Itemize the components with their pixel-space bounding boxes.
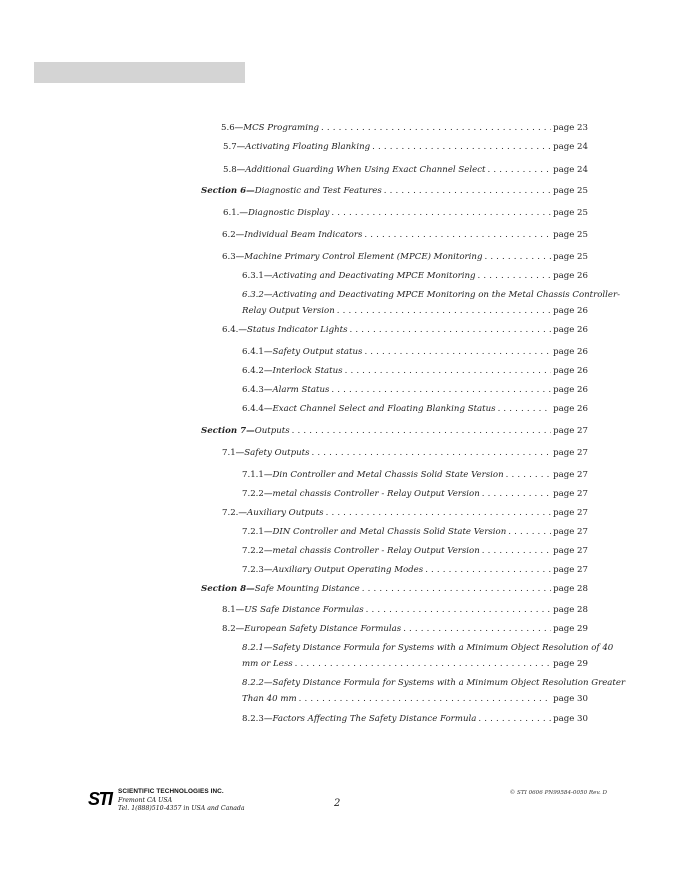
toc-entry-page: page 26 bbox=[553, 347, 588, 357]
toc-entry-separator: — bbox=[234, 123, 244, 133]
toc-entry-separator: — bbox=[235, 624, 245, 634]
toc-entry-separator: — bbox=[235, 230, 245, 240]
toc-entry-page: page 29 bbox=[553, 624, 588, 634]
toc-entry-title: metal chassis Controller - Relay Output Version bbox=[272, 489, 480, 499]
toc-entry-title: Safety Distance Formula for Systems with a Minimum Object Resolution of 40 bbox=[272, 643, 614, 653]
toc-entry-separator: — bbox=[263, 347, 273, 357]
toc-entry-first-line bbox=[242, 289, 621, 302]
toc-entry-title: Interlock Status bbox=[272, 366, 343, 376]
toc-entry-page: page 30 bbox=[553, 714, 588, 724]
toc-entry-title: metal chassis Controller - Relay Output Version bbox=[272, 546, 480, 556]
toc-entry[interactable] bbox=[242, 403, 588, 416]
toc-dot-leader bbox=[326, 507, 552, 520]
toc-entry-page: page 26 bbox=[553, 404, 588, 414]
toc-entry-line bbox=[222, 447, 588, 460]
toc-entry-page: page 27 bbox=[553, 565, 588, 575]
toc-entry-separator: — bbox=[238, 325, 247, 335]
toc-dot-leader bbox=[384, 185, 551, 198]
toc-entry[interactable] bbox=[242, 526, 588, 539]
toc-entry-title: Individual Beam Indicators bbox=[244, 230, 363, 240]
toc-entry[interactable] bbox=[242, 346, 588, 359]
toc-dot-leader bbox=[498, 403, 552, 416]
toc-entry-line bbox=[242, 526, 588, 539]
toc-dot-leader bbox=[487, 164, 551, 177]
toc-entry-line bbox=[242, 365, 588, 378]
toc-entry-title: Safe Mounting Distance bbox=[254, 584, 360, 594]
toc-entry[interactable] bbox=[242, 642, 614, 671]
toc-entry-line bbox=[223, 141, 588, 154]
toc-entry-page: page 27 bbox=[553, 546, 588, 556]
toc-entry[interactable] bbox=[223, 164, 588, 177]
toc-entry-line bbox=[201, 425, 588, 438]
page-footer bbox=[0, 780, 680, 840]
toc-dot-leader bbox=[403, 623, 551, 636]
toc-entry-number: 5.7 bbox=[223, 142, 237, 152]
toc-entry-line bbox=[201, 185, 588, 198]
toc-entry-number: 6.2 bbox=[222, 230, 236, 240]
toc-entry-number: 8.2.3 bbox=[242, 714, 264, 724]
toc-entry[interactable] bbox=[242, 365, 588, 378]
toc-entry[interactable] bbox=[242, 469, 588, 482]
toc-entry[interactable] bbox=[242, 713, 588, 726]
toc-entry-separator: — bbox=[263, 366, 273, 376]
toc-entry-separator: — bbox=[235, 252, 245, 262]
toc-entry-number: 6.3 bbox=[222, 252, 236, 262]
toc-entry-page: page 26 bbox=[553, 366, 588, 376]
toc-entry-number: Section 7 bbox=[201, 426, 247, 436]
toc-dot-leader bbox=[321, 122, 551, 135]
toc-entry-title: Auxiliary Outputs bbox=[247, 508, 324, 518]
toc-dot-leader bbox=[482, 488, 551, 501]
toc-entry-separator: — bbox=[239, 208, 248, 218]
company-phone: Tel. 1(888)510-4357 in USA and Canada bbox=[118, 805, 245, 812]
toc-entry-page: page 28 bbox=[553, 605, 588, 615]
toc-entry-separator: — bbox=[263, 714, 273, 724]
toc-entry-number: 8.2 bbox=[222, 624, 236, 634]
toc-entry-line bbox=[222, 324, 588, 337]
toc-entry-title: Auxiliary Output Operating Modes bbox=[272, 565, 424, 575]
toc-entry-number: 7.1.1 bbox=[242, 470, 264, 480]
toc-entry-page: page 24 bbox=[553, 142, 588, 152]
toc-entry-line bbox=[242, 384, 588, 397]
toc-entry-title: Factors Affecting The Safety Distance Formula bbox=[272, 714, 477, 724]
toc-entry-separator: — bbox=[235, 448, 245, 458]
toc-dot-leader bbox=[366, 604, 551, 617]
toc-entry-separator: — bbox=[263, 489, 273, 499]
toc-entry-separator: — bbox=[263, 643, 273, 653]
toc-entry-title: mm or Less bbox=[242, 659, 293, 669]
toc-entry-title: Din Controller and Metal Chassis Solid State Version bbox=[272, 470, 504, 480]
company-name: SCIENTIFIC TECHNOLOGIES INC. bbox=[118, 788, 224, 795]
toc-dot-leader bbox=[331, 207, 551, 220]
toc-entry-separator: — bbox=[263, 546, 273, 556]
toc-dot-leader bbox=[331, 384, 551, 397]
toc-entry-number: 5.6 bbox=[221, 123, 235, 133]
toc-entry[interactable] bbox=[221, 122, 588, 135]
toc-entry-separator: — bbox=[246, 186, 255, 196]
toc-entry-line bbox=[201, 583, 588, 596]
toc-dot-leader bbox=[299, 693, 551, 706]
toc-entry-number: Section 6 bbox=[201, 186, 247, 196]
toc-entry-title: Outputs bbox=[254, 426, 290, 436]
toc-entry-page: page 27 bbox=[553, 448, 588, 458]
toc-entry-page: page 27 bbox=[553, 527, 588, 537]
toc-entry-separator: — bbox=[263, 290, 273, 300]
toc-entry-page: page 28 bbox=[553, 584, 588, 594]
toc-entry-page: page 27 bbox=[553, 489, 588, 499]
toc-entry-title: MCS Programing bbox=[243, 123, 319, 133]
toc-entry-line bbox=[221, 122, 588, 135]
toc-entry-number: 5.8 bbox=[223, 165, 237, 175]
toc-entry-page: page 23 bbox=[553, 123, 588, 133]
toc-entry-page: page 25 bbox=[553, 252, 588, 262]
toc-entry-title: Exact Channel Select and Floating Blanking Status bbox=[272, 404, 496, 414]
toc-entry-title: Status Indicator Lights bbox=[247, 325, 348, 335]
toc-entry-page: page 25 bbox=[553, 208, 588, 218]
toc-entry-title: Relay Output Version bbox=[242, 306, 335, 316]
toc-entry-title: Additional Guarding When Using Exact Channel Select bbox=[245, 165, 486, 175]
toc-entry-separator: — bbox=[236, 165, 246, 175]
toc-entry-page: page 24 bbox=[553, 165, 588, 175]
toc-dot-leader bbox=[506, 469, 552, 482]
toc-dot-leader bbox=[425, 564, 551, 577]
page-number: 2 bbox=[334, 798, 341, 809]
toc-entry[interactable] bbox=[223, 141, 588, 154]
toc-entry-line bbox=[242, 346, 588, 359]
toc-entry-title: Diagnostic Display bbox=[248, 208, 330, 218]
toc-entry-line bbox=[242, 693, 588, 706]
toc-entry-line bbox=[223, 207, 588, 220]
toc-entry-number: 7.1 bbox=[222, 448, 236, 458]
toc-dot-leader bbox=[364, 346, 551, 359]
toc-entry[interactable] bbox=[222, 229, 588, 242]
toc-entry-title: European Safety Distance Formulas bbox=[244, 624, 402, 634]
toc-dot-leader bbox=[478, 270, 552, 283]
toc-entry-page: page 25 bbox=[553, 186, 588, 196]
toc-entry-title: Activating and Deactivating MPCE Monitoring on the Metal Chassis Controller- bbox=[272, 290, 621, 300]
toc-entry-title: Activating Floating Blanking bbox=[245, 142, 371, 152]
toc-entry[interactable] bbox=[242, 289, 621, 318]
toc-dot-leader bbox=[484, 251, 551, 264]
toc-entry-line bbox=[242, 488, 588, 501]
toc-entry-line bbox=[242, 305, 588, 318]
company-info bbox=[118, 788, 245, 814]
toc-entry-separator: — bbox=[238, 508, 247, 518]
toc-entry[interactable] bbox=[242, 564, 588, 577]
company-location: Fremont CA USA bbox=[118, 796, 173, 804]
toc-entry-separator: — bbox=[263, 565, 273, 575]
toc-entry-title: Alarm Status bbox=[272, 385, 330, 395]
toc-dot-leader bbox=[482, 545, 551, 558]
toc-entry[interactable] bbox=[222, 623, 588, 636]
toc-entry[interactable] bbox=[201, 185, 588, 198]
toc-entry-line bbox=[223, 164, 588, 177]
toc-entry-line bbox=[242, 270, 588, 283]
toc-entry-line bbox=[242, 564, 588, 577]
toc-entry[interactable] bbox=[242, 384, 588, 397]
toc-entry-line bbox=[242, 403, 588, 416]
toc-entry-title: Safety Outputs bbox=[244, 448, 310, 458]
toc-entry-number: 7.2. bbox=[222, 508, 239, 518]
toc-entry[interactable] bbox=[242, 270, 588, 283]
toc-entry-separator: — bbox=[263, 527, 273, 537]
toc-entry-number: 7.2.2 bbox=[242, 489, 264, 499]
toc-entry-title: Activating and Deactivating MPCE Monitoring bbox=[272, 271, 476, 281]
toc-entry-number: Section 8 bbox=[201, 584, 247, 594]
toc-entry[interactable] bbox=[222, 604, 588, 617]
toc-entry[interactable] bbox=[242, 488, 588, 501]
toc-entry-line bbox=[222, 251, 588, 264]
toc-entry-title: Safety Output status bbox=[272, 347, 363, 357]
toc-entry-separator: — bbox=[246, 426, 255, 436]
toc-dot-leader bbox=[337, 305, 551, 318]
toc-entry-page: page 27 bbox=[553, 470, 588, 480]
toc-dot-leader bbox=[292, 425, 551, 438]
toc-entry-line bbox=[242, 469, 588, 482]
toc-entry[interactable] bbox=[222, 507, 588, 520]
toc-dot-leader bbox=[364, 229, 551, 242]
toc-entry-page: page 26 bbox=[553, 306, 588, 316]
toc-entry-first-line bbox=[242, 642, 614, 655]
toc-entry-page: page 27 bbox=[553, 426, 588, 436]
toc-entry-number: 6.4.3 bbox=[242, 385, 264, 395]
toc-dot-leader bbox=[362, 583, 551, 596]
toc-dot-leader bbox=[508, 526, 551, 539]
toc-dot-leader bbox=[345, 365, 552, 378]
toc-entry[interactable] bbox=[222, 324, 588, 337]
toc-entry-line bbox=[222, 604, 588, 617]
toc-entry-line bbox=[242, 658, 588, 671]
toc-entry-separator: — bbox=[263, 271, 273, 281]
toc-entry-page: page 27 bbox=[553, 508, 588, 518]
toc-entry-page: page 29 bbox=[553, 659, 588, 669]
toc-entry-number: 6.3.2 bbox=[242, 290, 264, 300]
toc-entry-separator: — bbox=[236, 142, 246, 152]
toc-entry[interactable] bbox=[242, 545, 588, 558]
toc-entry-number: 8.2.2 bbox=[242, 678, 264, 688]
toc-entry-number: 6.4.1 bbox=[242, 347, 264, 357]
toc-entry[interactable] bbox=[201, 425, 588, 438]
toc-entry-page: page 26 bbox=[553, 385, 588, 395]
toc-entry-title: Machine Primary Control Element (MPCE) Monitoring bbox=[244, 252, 483, 262]
document-reference: © STI 0606 PN99584-0050 Rev. D bbox=[509, 790, 607, 796]
toc-entry-page: page 26 bbox=[553, 271, 588, 281]
toc-entry-number: 7.2.2 bbox=[242, 546, 264, 556]
toc-entry-separator: — bbox=[263, 678, 273, 688]
sti-logo bbox=[88, 788, 116, 808]
toc-dot-leader bbox=[295, 658, 551, 671]
toc-entry-title: US Safe Distance Formulas bbox=[244, 605, 364, 615]
toc-entry-separator: — bbox=[263, 470, 273, 480]
toc-entry-number: 6.1. bbox=[223, 208, 240, 218]
toc-entry-line bbox=[222, 507, 588, 520]
toc-entry-separator: — bbox=[263, 385, 273, 395]
toc-entry-line bbox=[242, 713, 588, 726]
toc-entry-number: 6.4.4 bbox=[242, 404, 264, 414]
toc-entry-line bbox=[222, 623, 588, 636]
toc-entry-title: DIN Controller and Metal Chassis Solid State Version bbox=[272, 527, 507, 537]
toc-entry-number: 6.3.1 bbox=[242, 271, 264, 281]
toc-entry-first-line bbox=[242, 677, 626, 690]
toc-entry[interactable] bbox=[242, 677, 626, 706]
toc-entry-title: Diagnostic and Test Features bbox=[254, 186, 382, 196]
toc-entry-number: 7.2.1 bbox=[242, 527, 264, 537]
toc-entry-separator: — bbox=[263, 404, 273, 414]
toc-entry[interactable] bbox=[223, 207, 588, 220]
toc-entry[interactable] bbox=[201, 583, 588, 596]
toc-entry-number: 6.4.2 bbox=[242, 366, 264, 376]
toc-entry-number: 8.1 bbox=[222, 605, 236, 615]
toc-entry[interactable] bbox=[222, 447, 588, 460]
toc-entry-separator: — bbox=[235, 605, 245, 615]
toc-dot-leader bbox=[478, 713, 551, 726]
toc-entry-title: Safety Distance Formula for Systems with a Minimum Object Resolution Greater bbox=[272, 678, 626, 688]
toc-entry-page: page 30 bbox=[553, 694, 588, 704]
toc-entry-line bbox=[242, 545, 588, 558]
toc-entry-number: 6.4. bbox=[222, 325, 239, 335]
toc-dot-leader bbox=[312, 447, 552, 460]
toc-entry-line bbox=[222, 229, 588, 242]
toc-entry-separator: — bbox=[246, 584, 255, 594]
toc-entry-title: Than 40 mm bbox=[242, 694, 297, 704]
toc-entry-number: 7.2.3 bbox=[242, 565, 264, 575]
toc-entry-page: page 26 bbox=[553, 325, 588, 335]
toc-entry-number: 8.2.1 bbox=[242, 643, 264, 653]
toc-dot-leader bbox=[350, 324, 552, 337]
svg-text:STI: STI bbox=[88, 789, 112, 808]
toc-entry[interactable] bbox=[222, 251, 588, 264]
toc-dot-leader bbox=[372, 141, 551, 154]
toc-entry-page: page 25 bbox=[553, 230, 588, 240]
